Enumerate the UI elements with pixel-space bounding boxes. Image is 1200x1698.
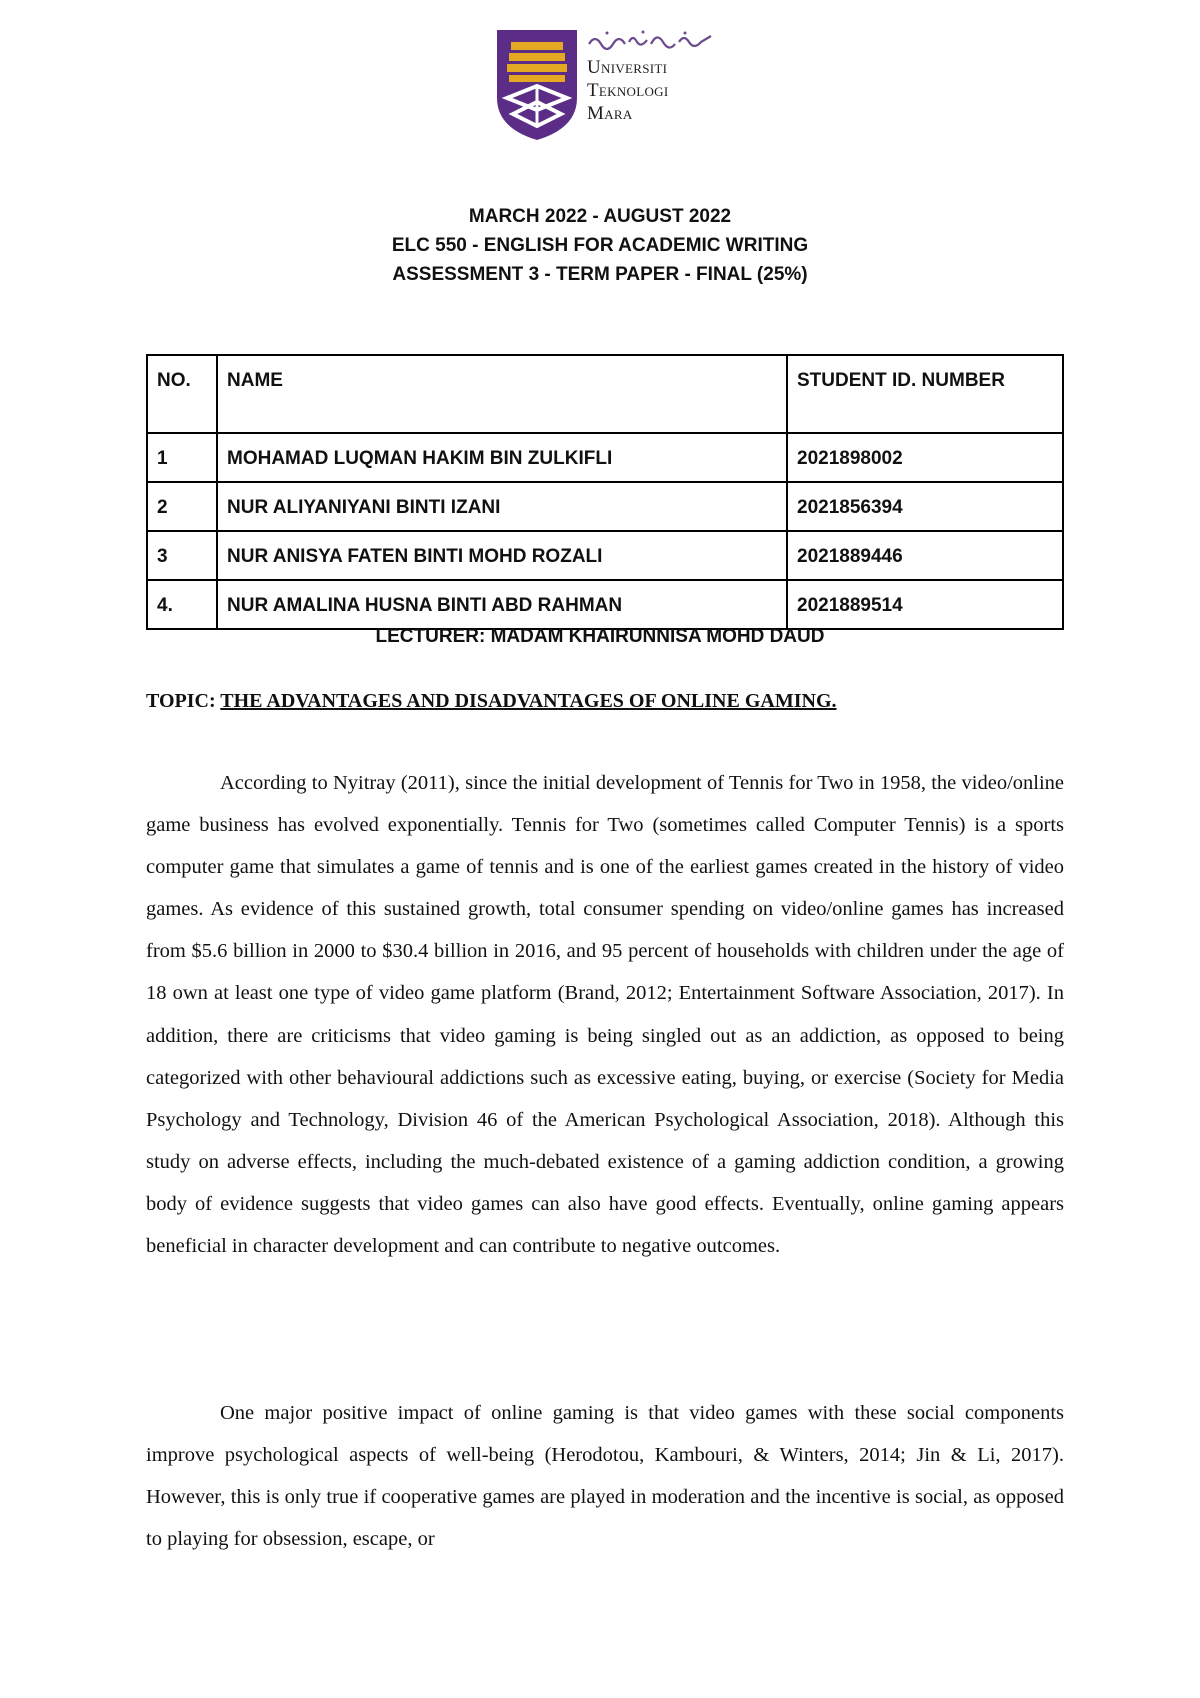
- row-student-id: 2021856394: [787, 482, 1063, 531]
- table-row: [147, 433, 1063, 482]
- topic-label: TOPIC:: [146, 690, 216, 712]
- row-name: NUR ANISYA FATEN BINTI MOHD ROZALI: [217, 531, 787, 580]
- table-header-row: [147, 355, 1063, 433]
- course-line: ELC 550 - ENGLISH FOR ACADEMIC WRITING: [391, 235, 809, 256]
- document-header: [0, 202, 1200, 289]
- row-name: NUR ALIYANIYANI BINTI IZANI: [217, 482, 787, 531]
- table-row: [147, 531, 1063, 580]
- student-table: [146, 354, 1064, 630]
- header-name: NAME: [217, 355, 787, 433]
- topic-heading: [146, 688, 1064, 714]
- university-crest-icon: [495, 28, 579, 142]
- row-student-id: 2021889446: [787, 531, 1063, 580]
- row-name: MOHAMAD LUQMAN HAKIM BIN ZULKIFLI: [217, 433, 787, 482]
- row-student-id: 2021898002: [787, 433, 1063, 482]
- logo-text-universiti: Universiti: [587, 57, 668, 78]
- row-no: 2: [147, 482, 217, 531]
- university-logo: [495, 22, 715, 150]
- header-no: NO.: [147, 355, 217, 433]
- logo-text-mara: Mara: [587, 103, 633, 124]
- paragraph-2: One major positive impact of online gaming is that video games with these social components improve psychological aspects of well-being (Herodotou, Kambouri, & Winters, 2014; Jin & Li, 2017). However, this is only true if cooperative games are played in moderation and the incentive is social, as opposed to playing for obsession, escape, or: [146, 1402, 1064, 1551]
- row-no: 4.: [147, 580, 217, 629]
- paragraph-1: According to Nyitray (2011), since the initial development of Tennis for Two in 1958, the video/online game business has evolved exponentially. Tennis for Two (sometimes called Computer Tennis) is a sports computer game that simulates a game of tennis and is one of the earliest games created in the history of video games. As evidence of this sustained growth, total consumer spending on video/online games has increased from $5.6 billion in 2000 to $30.4 billion in 2016, and 95 percent of households with children under the age of 18 own at least one type of video game platform (Brand, 2012; Entertainment Software Association, 2017). In addition, there are criticisms that video gaming is being singled out as an addiction, as opposed to being categorized with other behavioural addictions such as excessive eating, buying, or exercise (Society for Media Psychology and Technology, Division 46 of the American Psychological Association, 2018). Although this study on adverse effects, including the much-debated existence of a gaming addiction condition, a growing body of evidence suggests that video games can also have good effects. Eventually, online gaming appears beneficial in character development and can contribute to negative outcomes.: [146, 772, 1064, 1258]
- assessment-line: ASSESSMENT 3 - TERM PAPER - FINAL (25%): [392, 264, 808, 285]
- header-student-id: STUDENT ID. NUMBER: [787, 355, 1063, 433]
- table-row: [147, 580, 1063, 629]
- semester-line: MARCH 2022 - AUGUST 2022: [468, 206, 732, 227]
- logo-text-teknologi: Teknologi: [587, 80, 669, 101]
- row-no: 1: [147, 433, 217, 482]
- row-no: 3: [147, 531, 217, 580]
- jawi-script-icon: [587, 28, 715, 50]
- topic-title: THE ADVANTAGES AND DISADVANTAGES OF ONLINE GAMING.: [220, 690, 837, 712]
- row-name: NUR AMALINA HUSNA BINTI ABD RAHMAN: [217, 580, 787, 629]
- lecturer-line: LECTURER: MADAM KHAIRUNNISA MOHD DAUD: [375, 626, 825, 647]
- table-row: [147, 482, 1063, 531]
- row-student-id: 2021889514: [787, 580, 1063, 629]
